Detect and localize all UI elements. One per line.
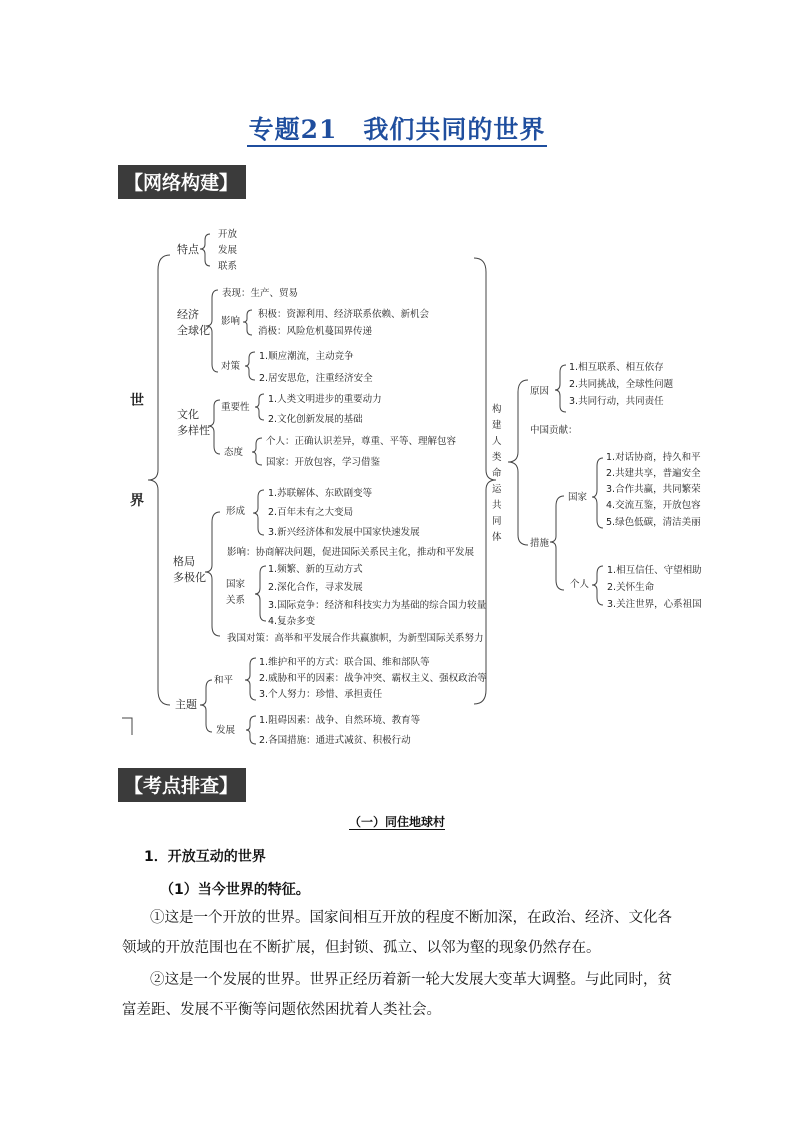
- econ-impact-label: 影响: [221, 316, 241, 327]
- theme-peace-item: 1.维护和平的方式：联合国、维和部队等: [259, 657, 430, 668]
- nation-item: 3.合作共赢，共同繁荣: [606, 484, 701, 495]
- multipolar-form-label: 形成: [226, 506, 246, 517]
- theme-dev-item: 1.阻碍因素：战争、自然环境、教育等: [259, 715, 421, 726]
- econ-measure-label: 对策: [221, 361, 241, 372]
- multipolar-rel-item: 3.国际竞争：经济和科技实力为基础的综合国力较量: [268, 600, 487, 611]
- community-char: 命: [492, 468, 502, 479]
- root-brace: [148, 255, 170, 705]
- econ-show: 表现：生产、贸易: [222, 288, 299, 299]
- person-item: 3.关注世界，心系祖国: [607, 599, 702, 610]
- culture-importance-item: 2.文化创新发展的基础: [268, 414, 363, 425]
- multipolar-brace: [205, 512, 220, 636]
- theme-peace-item: 3.个人努力：珍惜、承担责任: [259, 689, 383, 700]
- point-heading: 1．开放互动的世界: [144, 849, 266, 865]
- trait-item: 开放: [218, 229, 238, 240]
- china-contrib: 中国贡献：: [530, 425, 578, 436]
- subsection-heading: [0, 813, 794, 830]
- reason-item: 3.共同行动，共同责任: [569, 396, 664, 407]
- person-label: 个人: [570, 579, 590, 590]
- multipolar-form-item: 3.新兴经济体和发展中国家快速发展: [268, 527, 420, 538]
- community-char: 类: [492, 452, 502, 463]
- multipolar-rel-label-1: 国家: [226, 579, 246, 590]
- culture-attitude-item: 国家：开放包容，学习借鉴: [266, 457, 381, 468]
- nation-item: 2.共建共享，普遍安全: [606, 468, 701, 479]
- culture-attitude-brace: [252, 438, 262, 465]
- section-header-network: 【网络构建】: [118, 165, 246, 199]
- community-brace: [508, 380, 528, 545]
- nation-item: 5.绿色低碳，清洁美丽: [606, 517, 701, 528]
- multipolar-rel-item: 4.复杂多变: [268, 616, 316, 627]
- community-char: 体: [492, 532, 502, 543]
- person-item: 2.关怀生命: [607, 582, 655, 593]
- reason-brace: [555, 365, 566, 412]
- theme-brace: [200, 680, 212, 732]
- theme-peace-label: 和平: [214, 675, 234, 686]
- community-char: 人: [492, 436, 502, 447]
- multipolar-impact: 影响：协商解决问题，促进国际关系民主化，推动和平发展: [227, 547, 475, 558]
- point-subheading: （1）当今世界的特征。: [160, 882, 310, 898]
- trait-label: 特点: [177, 243, 199, 256]
- multipolar-form-brace: [253, 490, 264, 535]
- culture-label-2: 多样性: [177, 424, 210, 437]
- multipolar-china: 我国对策：高举和平发展合作共赢旗帜，为新型国际关系努力: [227, 633, 484, 644]
- econ-measure-item: 1.顺应潮流，主动竞争: [259, 351, 354, 362]
- community-char: 同: [492, 516, 502, 527]
- mindmap-root-bottom: 界: [130, 493, 144, 509]
- econ-impact-brace: [243, 310, 252, 335]
- section-header-points: 【考点排查】: [118, 768, 246, 802]
- multipolar-label-1: 格局: [173, 555, 195, 568]
- theme-peace-brace: [245, 658, 256, 700]
- theme-peace-item: 2.威胁和平的因素：战争冲突、霸权主义、强权政治等: [259, 673, 487, 684]
- trait-item: 发展: [218, 245, 238, 256]
- econ-measure-item: 2.居安思危，注重经济安全: [259, 373, 373, 384]
- multipolar-rel-label-2: 关系: [226, 595, 246, 606]
- nation-brace: [592, 458, 603, 528]
- theme-label: 主题: [175, 698, 197, 711]
- community-char: 共: [492, 500, 502, 511]
- econ-label-1: 经济: [177, 308, 199, 321]
- subsection-heading-text: （一）同住地球村: [348, 815, 445, 829]
- nation-item: 1.对话协商，持久和平: [606, 452, 701, 463]
- econ-measure-brace: [245, 352, 255, 380]
- trait-brace: [200, 234, 210, 266]
- reason-label: 原因: [530, 386, 550, 397]
- multipolar-rel-brace: [255, 566, 266, 621]
- reason-item: 2.共同挑战，全球性问题: [569, 379, 674, 390]
- culture-attitude-label: 态度: [224, 447, 244, 458]
- culture-label-1: 文化: [177, 408, 199, 421]
- multipolar-rel-item: 1.频繁、新的互动方式: [268, 564, 363, 575]
- multipolar-label-2: 多极化: [173, 571, 206, 584]
- econ-label-2: 全球化: [177, 324, 210, 337]
- theme-dev-item: 2.各国措施：通进式减贫、积极行动: [259, 735, 411, 746]
- nation-label: 国家: [568, 492, 588, 503]
- nation-item: 4.交流互鉴，开放包容: [606, 500, 701, 511]
- econ-impact-pos: 积极：资源利用、经济联系依赖、新机会: [258, 309, 430, 320]
- paragraph: ①这是一个开放的世界。国家间相互开放的程度不断加深，在政治、经济、文化各领域的开放范围也在不断扩展，但封锁、孤立、以邻为壑的现象仍然存在。: [122, 910, 672, 956]
- measures-label: 措施: [530, 538, 550, 549]
- culture-importance-label: 重要性: [221, 402, 250, 413]
- multipolar-form-item: 2.百年未有之大变局: [268, 507, 354, 518]
- multipolar-rel-item: 2.深化合作，寻求发展: [268, 582, 363, 593]
- culture-attitude-item: 个人：正确认识差异，尊重、平等、理解包容: [266, 436, 457, 447]
- mindmap-root-top: 世: [130, 393, 144, 409]
- theme-dev-brace: [246, 716, 256, 744]
- paragraph: ②这是一个发展的世界。世界正经历着新一轮大发展大变革大调整。与此同时，贫富差距、发展不平衡等问题依然困扰着人类社会。: [122, 972, 672, 1018]
- multipolar-form-item: 1.苏联解体、东欧剧变等: [268, 488, 373, 499]
- theme-dev-label: 发展: [216, 725, 236, 736]
- trait-item: 联系: [218, 261, 238, 272]
- person-brace: [592, 566, 603, 605]
- econ-impact-neg: 消极：风险危机蔓国界传递: [258, 326, 373, 337]
- culture-importance-item: 1.人类文明进步的重要动力: [268, 394, 382, 405]
- community-char: 运: [492, 484, 502, 495]
- person-item: 1.相互信任、守望相助: [607, 565, 702, 576]
- crop-mark: [122, 718, 132, 735]
- reason-item: 1.相互联系、相互依存: [569, 362, 664, 373]
- community-char: 建: [492, 420, 502, 431]
- culture-importance-brace: [255, 394, 264, 420]
- measures-brace: [550, 496, 564, 590]
- community-char: 构: [492, 404, 502, 415]
- page-title-text: 专题21 我们共同的世界: [247, 115, 548, 147]
